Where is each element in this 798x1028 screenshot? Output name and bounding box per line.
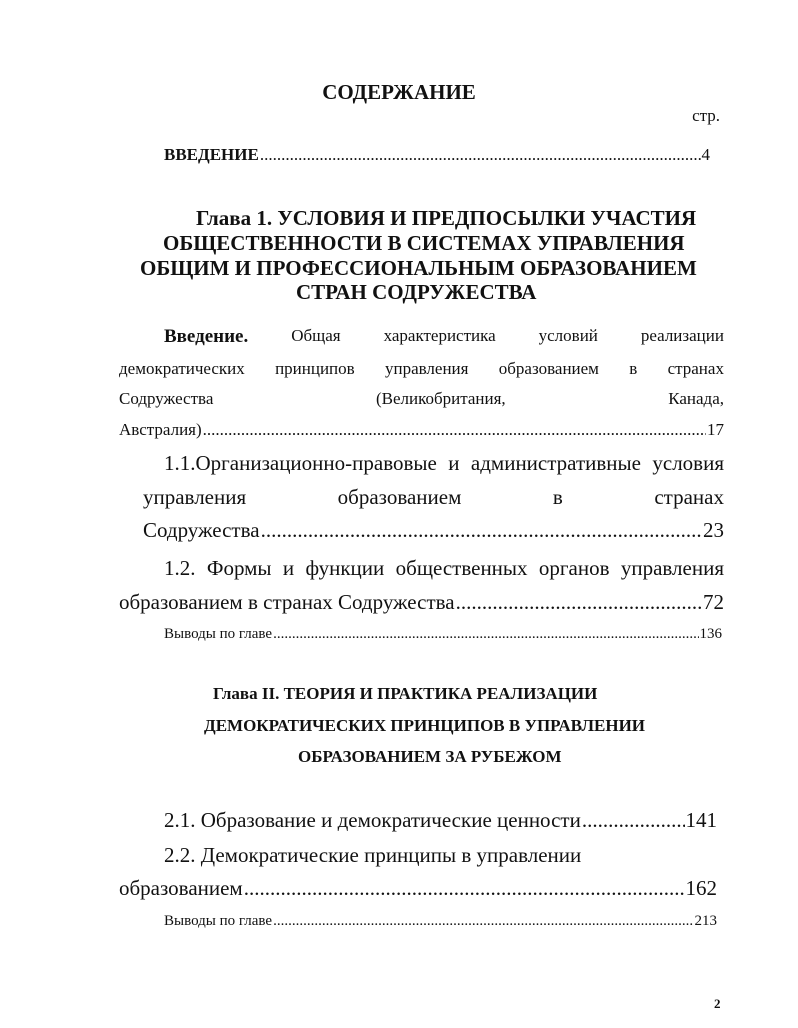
toc-entry-label: Выводы по главе — [164, 626, 273, 642]
toc-entry-chapter1-intro-line — [119, 389, 724, 409]
toc-entry-page: 17 — [707, 420, 724, 439]
chapter1-heading-line: СТРАН СОДРУЖЕСТВА — [296, 280, 537, 304]
word: странах — [654, 485, 724, 509]
page-number: 2 — [714, 996, 721, 1011]
toc-entry-page: 162 — [685, 876, 717, 900]
chapter1-heading-line: ОБЩЕСТВЕННОСТИ В СИСТЕМАХ УПРАВЛЕНИЯ — [163, 231, 685, 255]
toc-entry-chapter1-intro-line — [119, 420, 724, 440]
word: (Великобритания, — [375, 389, 506, 408]
word: принципов — [275, 359, 355, 378]
toc-entry-page: 4 — [701, 145, 710, 164]
toc-entry-label: образованием в странах Содружества — [119, 590, 455, 614]
dot-leader — [273, 626, 698, 643]
toc-entry-page: 136 — [699, 626, 722, 642]
toc-entry-label: Австралия) — [119, 420, 202, 439]
word: Канада, — [668, 389, 724, 408]
toc-entry-label: 2.1. Образование и демократические ценности — [164, 808, 581, 832]
page-column-label: стр. — [692, 106, 720, 125]
word: характеристика — [383, 326, 496, 345]
toc-entry-section-1-2-line — [119, 590, 724, 615]
toc-entry-lead: Введение. — [164, 326, 249, 347]
toc-entry-chapter1-intro[interactable] — [164, 326, 724, 348]
toc-entry-page: 213 — [694, 913, 717, 929]
toc-entry-label: ВВЕДЕНИЕ — [164, 145, 259, 164]
dot-leader — [261, 518, 702, 543]
page-title: СОДЕРЖАНИЕ — [322, 80, 476, 104]
dot-leader — [456, 590, 702, 615]
word: странах — [667, 359, 724, 378]
toc-entry-label: образованием — [119, 876, 243, 900]
toc-entry-chapter1-intro-line — [119, 359, 724, 379]
toc-entry-section-2-2-line — [119, 876, 717, 901]
word: образованием — [337, 485, 462, 509]
word: управления — [384, 359, 469, 378]
dot-leader — [260, 145, 701, 165]
toc-entry-section-2-1[interactable] — [164, 808, 717, 833]
toc-entry-chapter1-conclusions[interactable] — [164, 626, 722, 643]
toc-entry-page: 23 — [703, 518, 724, 542]
chapter1-heading-line: Глава 1. УСЛОВИЯ И ПРЕДПОСЫЛКИ УЧАСТИЯ — [196, 206, 697, 230]
toc-entry-section-1-1[interactable]: 1.1.Организационно-правовые и административные условия — [164, 451, 724, 475]
chapter2-heading-line: Глава II. ТЕОРИЯ И ПРАКТИКА РЕАЛИЗАЦИИ — [213, 684, 598, 703]
toc-entry-section-1-2[interactable]: 1.2. Формы и функции общественных органов управления — [164, 556, 724, 580]
dot-leader — [244, 876, 685, 901]
word: управления — [143, 485, 247, 509]
toc-entry-label: Выводы по главе — [164, 913, 273, 929]
toc-entry-introduction[interactable] — [164, 145, 710, 165]
chapter2-heading-line: ДЕМОКРАТИЧЕСКИХ ПРИНЦИПОВ В УПРАВЛЕНИИ — [204, 716, 646, 735]
chapter2-heading-line: ОБРАЗОВАНИЕМ ЗА РУБЕЖОМ — [298, 747, 562, 766]
chapter1-heading-line: ОБЩИМ И ПРОФЕССИОНАЛЬНЫМ ОБРАЗОВАНИЕМ — [140, 256, 697, 280]
word: демократических — [119, 359, 245, 378]
word: в — [629, 359, 638, 378]
word: Содружества — [119, 389, 214, 408]
word: реализации — [640, 326, 724, 345]
toc-entry-label: Содружества — [143, 518, 260, 542]
word: образованием — [498, 359, 599, 378]
toc-entry-page: 72 — [703, 590, 724, 614]
toc-entry-section-2-2[interactable]: 2.2. Демократические принципы в управлении — [164, 843, 582, 867]
toc-entry-section-1-1-line — [143, 518, 724, 543]
dot-leader — [273, 913, 693, 930]
word: Общая — [291, 326, 341, 345]
toc-entry-section-1-1-line — [143, 485, 724, 510]
toc-entry-chapter2-conclusions[interactable] — [164, 913, 717, 930]
toc-entry-page: 141 — [685, 808, 717, 832]
dot-leader — [203, 420, 706, 440]
dot-leader — [582, 808, 685, 833]
word: условий — [538, 326, 598, 345]
word: в — [552, 485, 563, 509]
